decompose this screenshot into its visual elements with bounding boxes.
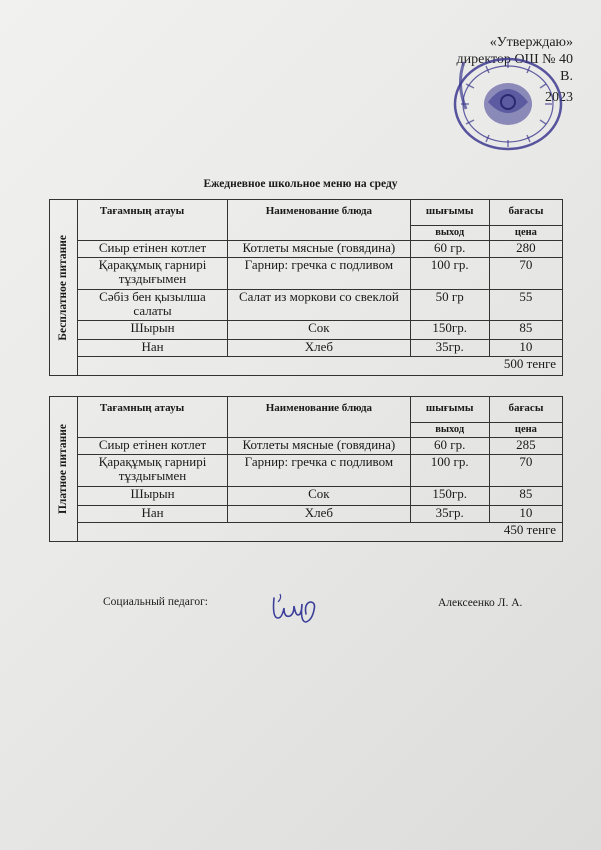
dish-ru: Гарнир: гречка с подливом: [228, 455, 410, 487]
dish-kz: Сиыр етінен котлет: [77, 438, 227, 455]
footer-role: Социальный педагог:: [103, 596, 208, 608]
dish-output: 100 гр.: [410, 258, 489, 290]
dish-kz: Шырын: [77, 487, 227, 506]
header-ru-price: цена: [489, 226, 562, 241]
paid-meal-side-label-cell: [50, 397, 78, 542]
dish-price: 55: [489, 290, 562, 321]
header-kz-output: шығымы: [410, 397, 489, 423]
table-row: [50, 455, 563, 487]
paid-meal-table: [49, 396, 563, 542]
table-row: [50, 258, 563, 290]
table-row: [50, 290, 563, 321]
approval-line-4: 2023: [545, 90, 573, 105]
dish-ru: Котлеты мясные (говядина): [228, 438, 410, 455]
dish-price: 285: [489, 438, 562, 455]
dish-ru: Хлеб: [228, 340, 410, 357]
dish-price: 70: [489, 455, 562, 487]
official-stamp: [446, 54, 564, 154]
paid-meal-side-label: Платное питание: [57, 423, 70, 514]
dish-price: 85: [489, 321, 562, 340]
signature: [266, 588, 326, 628]
dish-ru: Хлеб: [228, 506, 410, 523]
header-kz-output: шығымы: [410, 200, 489, 226]
dish-output: 35гр.: [410, 506, 489, 523]
table-row: [50, 241, 563, 258]
table-row: [50, 487, 563, 506]
dish-ru: Салат из моркови со свеклой: [228, 290, 410, 321]
dish-kz: Сиыр етінен котлет: [77, 241, 227, 258]
dish-output: 50 гр: [410, 290, 489, 321]
dish-price: 280: [489, 241, 562, 258]
dish-kz: Қарақұмық гарнирі тұздығымен: [77, 455, 227, 487]
free-meal-total: 500 тенге: [77, 357, 562, 376]
footer-name: Алексеенко Л. А.: [438, 597, 523, 609]
header-kz-price: бағасы: [489, 397, 562, 423]
dish-kz: Сәбіз бен қызылша салаты: [77, 290, 227, 321]
header-kz-name: Тағамның атауы: [77, 200, 227, 241]
header-ru-output: выход: [410, 423, 489, 438]
free-meal-side-label: Бесплатное питание: [57, 234, 70, 341]
paid-meal-total: 450 тенге: [77, 523, 562, 542]
dish-kz: Қарақұмық гарнирі тұздығымен: [77, 258, 227, 290]
header-kz-price: бағасы: [489, 200, 562, 226]
dish-ru: Котлеты мясные (говядина): [228, 241, 410, 258]
dish-output: 35гр.: [410, 340, 489, 357]
dish-output: 150гр.: [410, 487, 489, 506]
approval-line-3: В.: [560, 69, 573, 84]
table-row: [50, 506, 563, 523]
dish-kz: Шырын: [77, 321, 227, 340]
header-ru-name: Наименование блюда: [228, 200, 410, 241]
dish-kz: Нан: [77, 340, 227, 357]
dish-ru: Сок: [228, 321, 410, 340]
dish-output: 100 гр.: [410, 455, 489, 487]
dish-ru: Сок: [228, 487, 410, 506]
dish-price: 85: [489, 487, 562, 506]
header-kz-name: Тағамның атауы: [77, 397, 227, 438]
dish-output: 150гр.: [410, 321, 489, 340]
dish-price: 10: [489, 506, 562, 523]
dish-ru: Гарнир: гречка с подливом: [228, 258, 410, 290]
table-row: [50, 340, 563, 357]
dish-output: 60 гр.: [410, 241, 489, 258]
header-ru-name: Наименование блюда: [228, 397, 410, 438]
approval-line-2: директор ОШ № 40: [456, 52, 573, 67]
dish-price: 10: [489, 340, 562, 357]
approval-line-1: «Утверждаю»: [489, 35, 573, 50]
header-ru-price: цена: [489, 423, 562, 438]
table-row: [50, 438, 563, 455]
header-ru-output: выход: [410, 226, 489, 241]
dish-kz: Нан: [77, 506, 227, 523]
free-meal-table: [49, 199, 563, 376]
free-meal-side-label-cell: [50, 200, 78, 376]
menu-title: Ежедневное школьное меню на среду: [203, 178, 398, 190]
table-row: [50, 321, 563, 340]
dish-output: 60 гр.: [410, 438, 489, 455]
dish-price: 70: [489, 258, 562, 290]
